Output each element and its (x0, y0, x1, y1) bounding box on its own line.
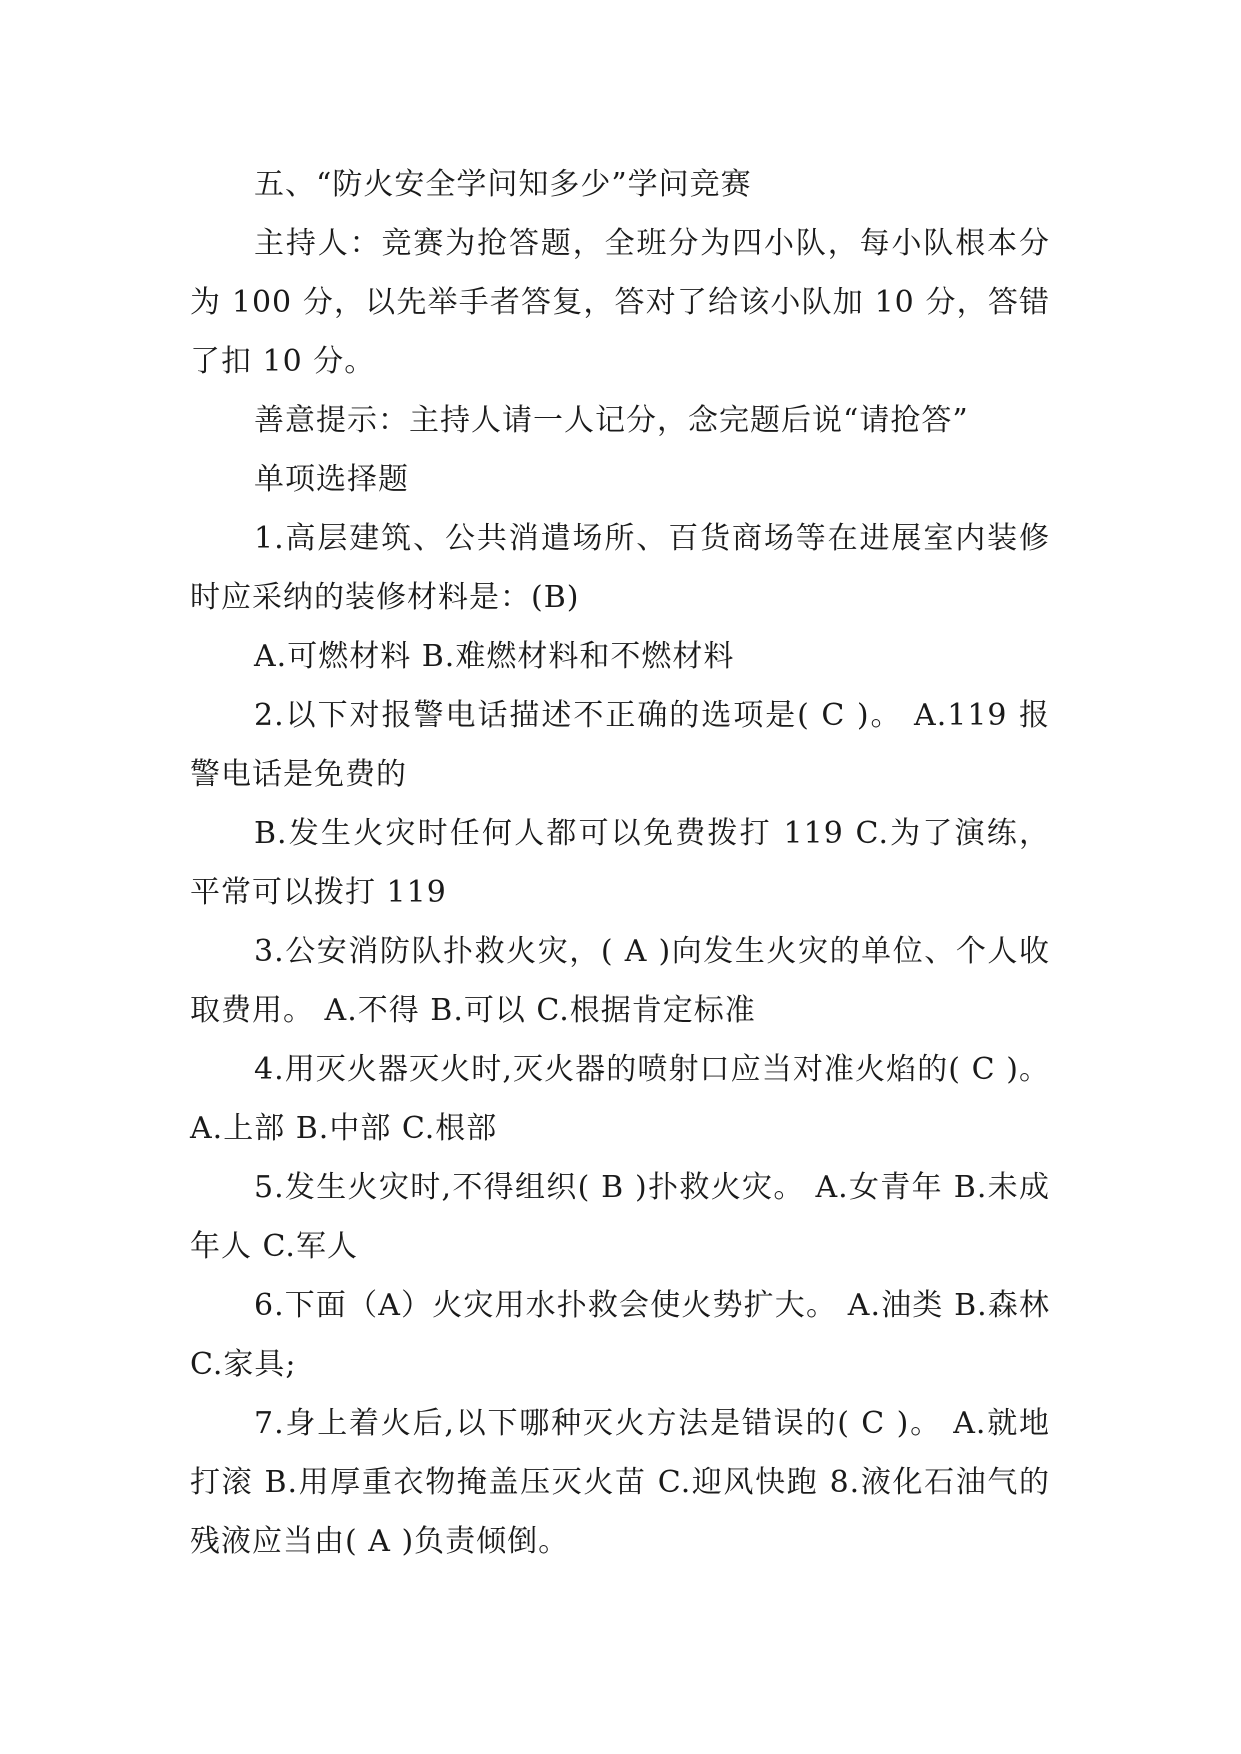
question-3: 3.公安消防队扑救火灾，( A )向发生火灾的单位、个人收取费用。 A.不得 B.可以 C.根据肯定标准 (190, 934, 1050, 1028)
document-body (190, 155, 1050, 1571)
question-2-options: B.发生火灾时任何人都可以免费拨打 119 C.为了演练，平常可以拨打 119 (190, 816, 1050, 910)
question-1-options: A.可燃材料 B.难燃材料和不燃材料 (254, 639, 735, 674)
section-heading: 五、“防火安全学问知多少”学问竞赛 (254, 167, 752, 202)
host-instructions: 主持人：竞赛为抢答题，全班分为四小队，每小队根本分为 100 分，以先举手者答复，答对了给该小队加 10 分，答错了扣 10 分。 (190, 226, 1050, 379)
question-type-heading: 单项选择题 (254, 462, 409, 497)
friendly-tip: 善意提示：主持人请一人记分，念完题后说“请抢答” (254, 403, 969, 438)
question-6: 6.下面（A）火灾用水扑救会使火势扩大。 A.油类 B.森林 C.家具; (190, 1288, 1050, 1382)
question-1: 1.高层建筑、公共消遣场所、百货商场等在进展室内装修时应采纳的装修材料是：(B) (190, 521, 1050, 615)
question-2: 2.以下对报警电话描述不正确的选项是( C )。 A.119 报警电话是免费的 (190, 698, 1050, 792)
question-4: 4.用灭火器灭火时,灭火器的喷射口应当对准火焰的( C )。 A.上部 B.中部 C.根部 (190, 1052, 1050, 1146)
question-7-8: 7.身上着火后,以下哪种灭火方法是错误的( C )。 A.就地打滚 B.用厚重衣物掩盖压灭火苗 C.迎风快跑 8.液化石油气的残液应当由( A )负责倾倒。 (190, 1406, 1050, 1559)
question-5: 5.发生火灾时,不得组织( B )扑救火灾。 A.女青年 B.未成年人 C.军人 (190, 1170, 1050, 1264)
